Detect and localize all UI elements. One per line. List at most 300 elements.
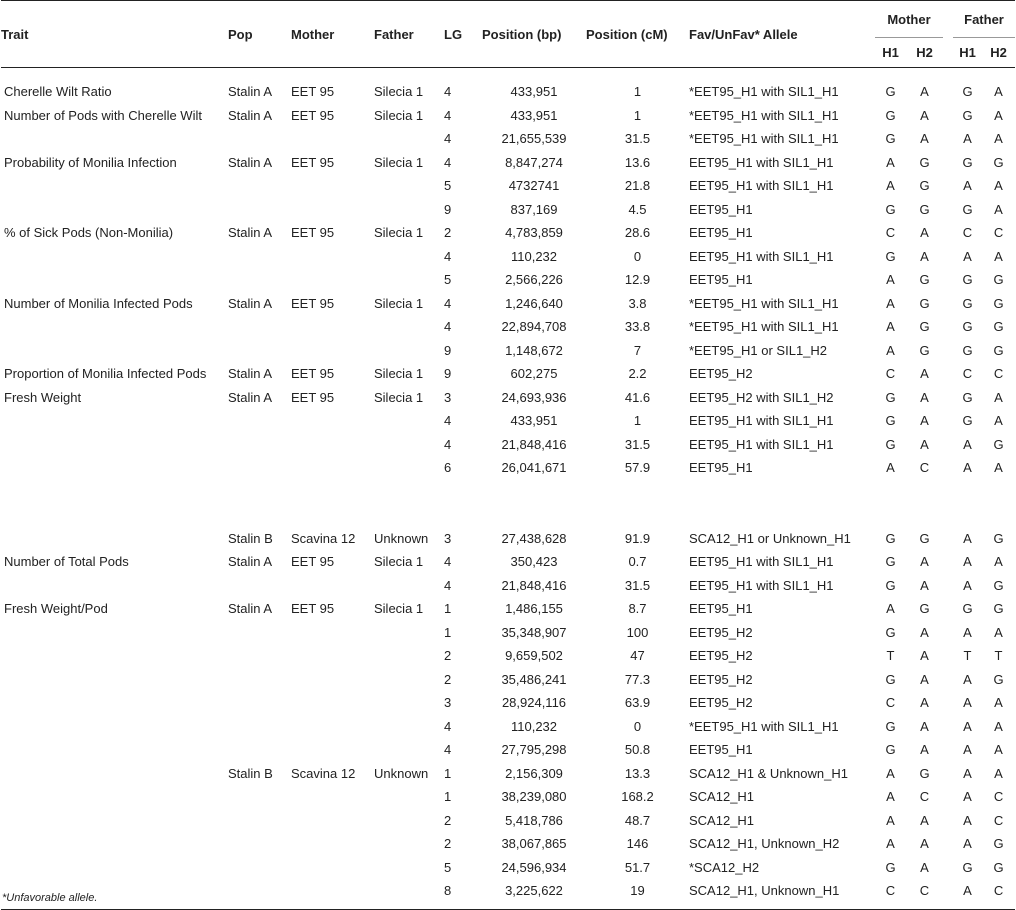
position-bp-cell: 4,783,859 — [505, 225, 563, 241]
father-cell — [374, 668, 444, 692]
mother-h1-cell: A — [886, 178, 895, 194]
pop-cell — [228, 879, 291, 903]
position-cm-cell: 0 — [633, 248, 642, 264]
allele-cell: *EET95_H1 with SIL1_H1 — [689, 107, 839, 123]
mother-h2-cell: G — [919, 530, 930, 546]
mother-cell — [291, 198, 374, 222]
lg-cell: 1 — [444, 789, 452, 805]
father-h1-cell: C — [962, 225, 973, 241]
mother-h2-cell: G — [919, 319, 930, 335]
mother-h2-cell: A — [920, 131, 929, 147]
mother-h1-cell: G — [885, 742, 896, 758]
father-h1-cell: G — [962, 272, 973, 288]
mother-cell: EET 95 — [291, 295, 335, 311]
allele-cell: *EET95_H1 with SIL1_H1 — [689, 295, 839, 311]
mother-cell — [291, 738, 374, 762]
position-bp-cell: 22,894,708 — [501, 319, 567, 335]
mother-cell — [291, 879, 374, 903]
spacer — [943, 80, 953, 104]
mother-h1-cell: A — [886, 836, 895, 852]
position-cm-cell: 7 — [633, 342, 642, 358]
mother-cell — [291, 856, 374, 880]
pop-cell — [228, 198, 291, 222]
father-h1-cell: G — [962, 319, 973, 335]
father-h2-cell: A — [994, 84, 1003, 100]
mother-cell — [291, 245, 374, 269]
position-bp-cell: 35,348,907 — [501, 624, 567, 640]
mother-h1-cell: G — [885, 436, 896, 452]
mother-h1-cell: A — [886, 295, 895, 311]
trait-cell: Fresh Weight — [4, 389, 82, 405]
trait-cell — [1, 691, 228, 715]
mother-h2-cell: C — [919, 460, 930, 476]
table-row — [1, 80, 1015, 104]
father-h2-cell: T — [994, 648, 1003, 664]
mother-h2-header: H2 — [916, 45, 933, 60]
father-cell: Silecia 1 — [374, 601, 424, 617]
allele-cell: EET95_H1 with SIL1_H1 — [689, 154, 834, 170]
spacer — [943, 292, 953, 316]
mother-cell — [291, 832, 374, 856]
pop-cell — [228, 174, 291, 198]
pop-cell: Stalin A — [228, 295, 273, 311]
position-cm-cell: 28.6 — [624, 225, 651, 241]
position-cm-cell: 31.5 — [624, 436, 651, 452]
position-bp-header: Position (bp) — [482, 1, 586, 68]
position-cm-cell: 50.8 — [624, 742, 651, 758]
position-cm-cell: 47 — [630, 648, 645, 664]
allele-cell: SCA12_H1, Unknown_H2 — [689, 836, 840, 852]
mother-h1-cell: A — [886, 789, 895, 805]
father-cell — [374, 879, 444, 903]
mother-h2-cell: A — [920, 624, 929, 640]
father-h1-cell: A — [963, 248, 972, 264]
header-row — [1, 1, 1015, 38]
father-h1-cell: T — [963, 648, 972, 664]
lg-cell: 4 — [444, 248, 452, 264]
table-row — [1, 879, 1015, 903]
mother-h1-cell: G — [885, 389, 896, 405]
mother-h2-cell: G — [919, 295, 930, 311]
mother-h2-cell: A — [920, 389, 929, 405]
mother-header: Mother — [291, 1, 374, 68]
father-cell — [374, 198, 444, 222]
spacer — [943, 550, 953, 574]
mother-h2-cell: G — [919, 765, 930, 781]
father-h1-cell: A — [963, 577, 972, 593]
mother-cell — [291, 691, 374, 715]
spacer — [943, 104, 953, 128]
mother-cell: EET 95 — [291, 601, 335, 617]
table-row — [1, 550, 1015, 574]
trait-cell: Proportion of Monilia Infected Pods — [4, 366, 207, 382]
spacer — [943, 386, 953, 410]
father-h1-cell: G — [962, 389, 973, 405]
position-cm-cell: 33.8 — [624, 319, 651, 335]
pop-cell — [228, 785, 291, 809]
allele-cell: EET95_H1 with SIL1_H1 — [689, 436, 834, 452]
bottom-rule — [1, 903, 1015, 910]
father-h2-cell: G — [993, 671, 1004, 687]
father-h2-cell: C — [993, 883, 1004, 899]
allele-cell: EET95_H1 with SIL1_H1 — [689, 554, 834, 570]
mother-cell — [291, 339, 374, 363]
mother-h2-cell: G — [919, 178, 930, 194]
table-row — [1, 809, 1015, 833]
position-bp-cell: 8,847,274 — [505, 154, 563, 170]
allele-cell: SCA12_H1 — [689, 789, 755, 805]
position-bp-cell: 2,156,309 — [505, 765, 563, 781]
lg-cell: 1 — [444, 624, 452, 640]
lg-header: LG — [444, 1, 482, 68]
trait-cell — [1, 856, 228, 880]
father-h1-cell: A — [963, 836, 972, 852]
father-h2-cell: C — [993, 225, 1004, 241]
mother-cell — [291, 268, 374, 292]
mother-h2-cell: A — [920, 107, 929, 123]
position-bp-cell: 28,924,116 — [501, 695, 567, 711]
spacer — [943, 151, 953, 175]
father-h1-cell: A — [963, 883, 972, 899]
allele-cell: EET95_H2 — [689, 624, 753, 640]
position-cm-cell: 13.3 — [624, 765, 651, 781]
mother-cell: EET 95 — [291, 554, 335, 570]
mother-h1-cell: G — [885, 530, 896, 546]
father-cell — [374, 433, 444, 457]
father-cell — [374, 856, 444, 880]
father-cell — [374, 127, 444, 151]
position-cm-cell: 57.9 — [624, 460, 651, 476]
spacer — [943, 597, 953, 621]
father-h2-cell: G — [993, 319, 1004, 335]
father-header: Father — [374, 1, 444, 68]
spacer — [943, 362, 953, 386]
trait-header: Trait — [1, 1, 228, 68]
father-cell — [374, 621, 444, 645]
lg-cell: 4 — [444, 107, 452, 123]
allele-cell: *EET95_H1 with SIL1_H1 — [689, 131, 839, 147]
mother-cell: Scavina 12 — [291, 530, 356, 546]
table-row — [1, 409, 1015, 433]
position-cm-cell: 8.7 — [628, 601, 647, 617]
trait-cell — [1, 127, 228, 151]
mother-cell — [291, 574, 374, 598]
mother-cell — [291, 809, 374, 833]
mother-cell — [291, 715, 374, 739]
mother-h1-cell: A — [886, 812, 895, 828]
father-h1-cell: A — [963, 765, 972, 781]
mother-h1-cell: C — [885, 225, 896, 241]
trait-cell — [1, 409, 228, 433]
position-bp-cell: 21,848,416 — [501, 436, 567, 452]
allele-cell: *SCA12_H2 — [689, 859, 760, 875]
allele-cell: SCA12_H1 — [689, 812, 755, 828]
position-bp-cell: 433,951 — [510, 413, 558, 429]
father-cell — [374, 574, 444, 598]
pop-cell — [228, 738, 291, 762]
mother-h2-cell: G — [919, 201, 930, 217]
allele-cell: EET95_H2 — [689, 695, 753, 711]
mother-h2-cell: A — [920, 671, 929, 687]
mother-h2-cell: A — [920, 718, 929, 734]
blank-row — [1, 480, 1015, 527]
lg-cell: 2 — [444, 812, 452, 828]
mother-h1-cell: G — [885, 671, 896, 687]
trait-cell: Number of Pods with Cherelle Wilt — [4, 107, 202, 123]
pop-cell: Stalin A — [228, 554, 273, 570]
father-cell: Silecia 1 — [374, 225, 424, 241]
position-bp-cell: 24,693,936 — [501, 389, 567, 405]
position-cm-cell: 12.9 — [624, 272, 651, 288]
father-cell — [374, 715, 444, 739]
position-bp-cell: 110,232 — [510, 248, 558, 264]
mother-h2-cell: A — [920, 413, 929, 429]
footnote: *Unfavorable allele. — [2, 892, 98, 904]
lg-cell: 4 — [444, 413, 452, 429]
father-h2-cell: G — [993, 295, 1004, 311]
spacer — [943, 315, 953, 339]
trait-cell — [1, 198, 228, 222]
table-row — [1, 292, 1015, 316]
position-bp-cell: 21,655,539 — [501, 131, 567, 147]
father-h2-cell: A — [994, 413, 1003, 429]
mother-cell: EET 95 — [291, 366, 335, 382]
table-row — [1, 104, 1015, 128]
father-cell — [374, 315, 444, 339]
position-cm-cell: 4.5 — [628, 201, 647, 217]
position-cm-cell: 31.5 — [624, 131, 651, 147]
table-row — [1, 738, 1015, 762]
spacer — [943, 268, 953, 292]
position-cm-cell: 1 — [633, 84, 642, 100]
mother-h2-cell: A — [920, 554, 929, 570]
mother-h1-header: H1 — [882, 45, 899, 60]
pop-cell — [228, 315, 291, 339]
allele-cell: EET95_H2 — [689, 366, 753, 382]
trait-cell: % of Sick Pods (Non-Monilia) — [4, 225, 174, 241]
position-cm-cell: 13.6 — [624, 154, 651, 170]
trait-cell — [1, 809, 228, 833]
lg-cell: 2 — [444, 225, 452, 241]
position-cm-cell: 19 — [630, 883, 645, 899]
mother-h1-cell: A — [886, 342, 895, 358]
pop-cell: Stalin A — [228, 225, 273, 241]
trait-cell: Number of Monilia Infected Pods — [4, 295, 193, 311]
position-bp-cell: 38,067,865 — [501, 836, 567, 852]
lg-cell: 9 — [444, 342, 452, 358]
mother-cell — [291, 668, 374, 692]
mother-h1-cell: A — [886, 460, 895, 476]
lg-cell: 3 — [444, 389, 452, 405]
allele-cell: EET95_H1 with SIL1_H1 — [689, 248, 834, 264]
spacer — [943, 198, 953, 222]
lg-cell: 4 — [444, 84, 452, 100]
mother-h1-cell: G — [885, 718, 896, 734]
allele-cell: EET95_H1 — [689, 460, 753, 476]
pop-cell — [228, 644, 291, 668]
table-row — [1, 621, 1015, 645]
table-row — [1, 785, 1015, 809]
table-row — [1, 362, 1015, 386]
position-bp-cell: 837,169 — [510, 201, 558, 217]
father-h1-cell: A — [963, 718, 972, 734]
spacer — [943, 456, 953, 480]
qtl-table — [1, 0, 1015, 910]
lg-cell: 4 — [444, 554, 452, 570]
allele-cell: EET95_H1 — [689, 225, 753, 241]
mother-cell: EET 95 — [291, 84, 335, 100]
father-h2-cell: C — [993, 789, 1004, 805]
father-cell — [374, 644, 444, 668]
father-h2-cell: G — [993, 601, 1004, 617]
pop-cell — [228, 621, 291, 645]
father-h2-cell: C — [993, 812, 1004, 828]
father-h1-cell: A — [963, 178, 972, 194]
mother-h1-cell: C — [885, 366, 896, 382]
allele-cell: *EET95_H1 or SIL1_H2 — [689, 342, 828, 358]
pop-cell — [228, 715, 291, 739]
trait-cell — [1, 644, 228, 668]
father-h2-cell: G — [993, 530, 1004, 546]
mother-h2-cell: A — [920, 859, 929, 875]
position-cm-cell: 77.3 — [624, 671, 651, 687]
spacer — [943, 527, 953, 551]
mother-h1-cell: G — [885, 577, 896, 593]
mother-cell: EET 95 — [291, 107, 335, 123]
father-cell: Silecia 1 — [374, 366, 424, 382]
table-row — [1, 198, 1015, 222]
father-h2-cell: G — [993, 836, 1004, 852]
position-bp-cell: 350,423 — [510, 554, 558, 570]
table-row — [1, 574, 1015, 598]
spacer — [943, 668, 953, 692]
mother-h2-cell: G — [919, 342, 930, 358]
father-h1-cell: A — [963, 554, 972, 570]
position-cm-cell: 146 — [626, 836, 649, 852]
table-row — [1, 832, 1015, 856]
father-h1-cell: A — [963, 812, 972, 828]
position-cm-cell: 0 — [633, 718, 642, 734]
father-h2-cell: A — [994, 742, 1003, 758]
position-bp-cell: 1,246,640 — [505, 295, 563, 311]
mother-cell — [291, 433, 374, 457]
allele-cell: SCA12_H1, Unknown_H1 — [689, 883, 840, 899]
position-bp-cell: 1,486,155 — [505, 601, 563, 617]
pop-cell — [228, 456, 291, 480]
pop-cell: Stalin A — [228, 107, 273, 123]
father-cell — [374, 456, 444, 480]
pop-cell — [228, 409, 291, 433]
mother-cell: EET 95 — [291, 389, 335, 405]
father-cell — [374, 245, 444, 269]
father-h1-cell: A — [963, 460, 972, 476]
father-h1-cell: G — [962, 859, 973, 875]
mother-h1-cell: G — [885, 413, 896, 429]
spacer — [943, 715, 953, 739]
spacer — [943, 221, 953, 245]
mother-h2-cell: A — [920, 742, 929, 758]
spacer — [943, 879, 953, 903]
father-h1-cell: A — [963, 789, 972, 805]
table-row — [1, 456, 1015, 480]
father-h2-cell: A — [994, 765, 1003, 781]
mother-h2-cell: A — [920, 836, 929, 852]
mother-h2-cell: A — [920, 436, 929, 452]
trait-cell — [1, 245, 228, 269]
father-h2-cell: A — [994, 695, 1003, 711]
position-cm-cell: 168.2 — [621, 789, 654, 805]
spacer — [943, 574, 953, 598]
mother-h1-cell: C — [885, 883, 896, 899]
father-h1-cell: G — [962, 84, 973, 100]
father-h2-cell: A — [994, 718, 1003, 734]
allele-cell: EET95_H1 — [689, 601, 753, 617]
father-h2-header: H2 — [990, 45, 1007, 60]
position-cm-cell: 0.7 — [628, 554, 647, 570]
mother-cell: Scavina 12 — [291, 765, 356, 781]
trait-cell — [1, 456, 228, 480]
father-cell — [374, 174, 444, 198]
table-row — [1, 668, 1015, 692]
mother-cell — [291, 315, 374, 339]
allele-cell: EET95_H2 — [689, 648, 753, 664]
table-row — [1, 268, 1015, 292]
position-bp-cell: 1,148,672 — [505, 342, 563, 358]
position-cm-cell: 1 — [633, 413, 642, 429]
position-cm-header: Position (cM) — [586, 1, 689, 68]
trait-cell — [1, 621, 228, 645]
father-h1-header: H1 — [959, 45, 976, 60]
position-bp-cell: 35,486,241 — [501, 671, 567, 687]
spacer — [943, 856, 953, 880]
mother-h1-cell: A — [886, 601, 895, 617]
pop-cell: Stalin A — [228, 84, 273, 100]
lg-cell: 9 — [444, 201, 452, 217]
father-cell: Silecia 1 — [374, 107, 424, 123]
spacer — [943, 339, 953, 363]
spacer — [943, 433, 953, 457]
trait-cell: Number of Total Pods — [4, 554, 129, 570]
position-cm-cell: 31.5 — [624, 577, 651, 593]
mother-h1-cell: A — [886, 154, 895, 170]
position-cm-cell: 63.9 — [624, 695, 651, 711]
father-h2-cell: A — [994, 201, 1003, 217]
father-h2-cell: A — [994, 389, 1003, 405]
position-cm-cell: 21.8 — [624, 178, 651, 194]
lg-cell: 4 — [444, 154, 452, 170]
lg-cell: 4 — [444, 436, 452, 452]
father-cell: Silecia 1 — [374, 295, 424, 311]
position-cm-cell: 3.8 — [628, 295, 647, 311]
father-h1-cell: G — [962, 201, 973, 217]
position-cm-cell: 100 — [626, 624, 649, 640]
father-h1-cell: A — [963, 131, 972, 147]
table-row — [1, 856, 1015, 880]
trait-cell — [1, 785, 228, 809]
pop-cell: Stalin B — [228, 765, 273, 781]
position-bp-cell: 433,951 — [510, 107, 558, 123]
father-cell — [374, 268, 444, 292]
lg-cell: 8 — [444, 883, 452, 899]
father-h2-cell: G — [993, 859, 1004, 875]
trait-cell: Fresh Weight/Pod — [4, 601, 108, 617]
table-row — [1, 386, 1015, 410]
mother-cell — [291, 644, 374, 668]
spacer — [943, 762, 953, 786]
pop-cell — [228, 668, 291, 692]
lg-cell: 5 — [444, 178, 452, 194]
father-cell: Silecia 1 — [374, 554, 424, 570]
